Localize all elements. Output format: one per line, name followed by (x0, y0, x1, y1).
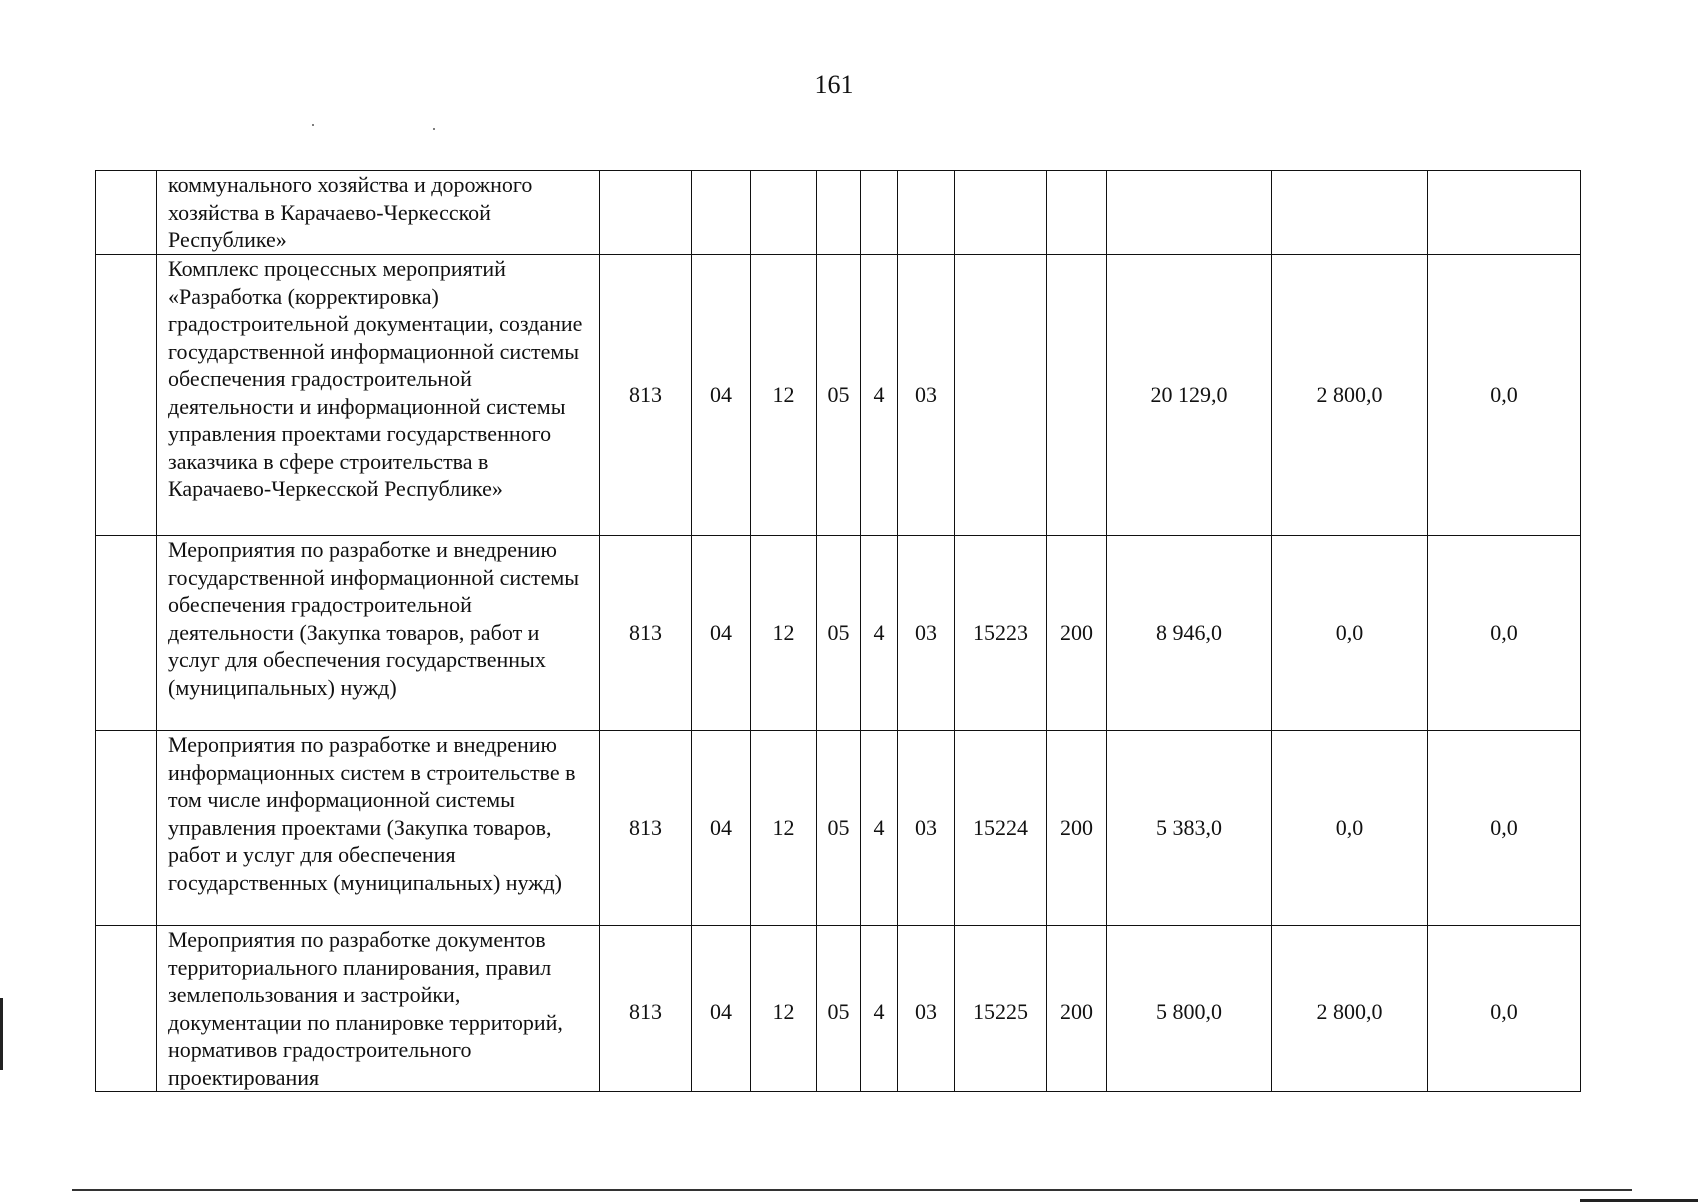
program-code-cell: 05 (817, 536, 861, 731)
scan-edge-mark (0, 998, 3, 1070)
row-description: Мероприятия по разработке и внедрению государственной информационной системы обеспечения градостроительной деятельности (Закупка товаров, работ и услуг для обеспечения государственных (муниципальных) нужд) (157, 536, 600, 731)
subsection-code-cell: 12 (751, 255, 817, 536)
gu-code-cell: 813 (600, 731, 692, 926)
table-row (96, 731, 1581, 926)
amount-year-2-cell: 2 800,0 (1272, 255, 1428, 536)
amount-year-1-cell: 5 800,0 (1107, 926, 1272, 1092)
section-code-cell: 04 (692, 926, 751, 1092)
event-code-cell: 03 (898, 926, 955, 1092)
program-code-cell (817, 171, 861, 255)
program-code-cell: 05 (817, 731, 861, 926)
subsection-code-cell (751, 171, 817, 255)
page-number: 161 (814, 70, 854, 99)
expense-type-code-cell: 200 (1047, 536, 1107, 731)
amount-year-1-cell: 5 383,0 (1107, 731, 1272, 926)
program-code-cell: 05 (817, 255, 861, 536)
scan-speck (433, 128, 435, 130)
amount-year-1-cell (1107, 171, 1272, 255)
row-number-cell (96, 731, 157, 926)
section-code-cell (692, 171, 751, 255)
table-row (96, 255, 1581, 536)
amount-year-2-cell: 0,0 (1272, 536, 1428, 731)
expense-type-code-cell: 200 (1047, 926, 1107, 1092)
table-row (96, 926, 1581, 1092)
direction-code-cell: 15224 (955, 731, 1047, 926)
amount-year-3-cell: 0,0 (1428, 926, 1581, 1092)
subsection-code-cell: 12 (751, 926, 817, 1092)
gu-code-cell: 813 (600, 255, 692, 536)
section-code-cell: 04 (692, 536, 751, 731)
direction-code-cell (955, 171, 1047, 255)
event-code-cell: 03 (898, 536, 955, 731)
bottom-rule (72, 1189, 1632, 1191)
row-number-cell (96, 926, 157, 1092)
amount-year-1-cell: 8 946,0 (1107, 536, 1272, 731)
amount-year-3-cell: 0,0 (1428, 536, 1581, 731)
budget-table (95, 170, 1581, 1092)
event-code-cell (898, 171, 955, 255)
row-description: Комплекс процессных мероприятий «Разработка (корректировка) градостроительной документации, создание государственной информационной системы обеспечения градостроительной деятельности и информационной системы управления проектами государственного заказчика в сфере строительства в Карачаево-Черкесской Республике» (157, 255, 600, 536)
amount-year-3-cell: 0,0 (1428, 731, 1581, 926)
program-code-cell: 05 (817, 926, 861, 1092)
amount-year-3-cell: 0,0 (1428, 255, 1581, 536)
expense-type-code-cell (1047, 255, 1107, 536)
direction-code-cell: 15223 (955, 536, 1047, 731)
gu-code-cell: 813 (600, 926, 692, 1092)
subprogram-code-cell (861, 171, 898, 255)
subprogram-code-cell: 4 (861, 255, 898, 536)
section-code-cell: 04 (692, 731, 751, 926)
expense-type-code-cell (1047, 171, 1107, 255)
scan-speck (312, 124, 314, 126)
subprogram-code-cell: 4 (861, 536, 898, 731)
amount-year-2-cell: 0,0 (1272, 731, 1428, 926)
table-row (96, 171, 1581, 255)
subsection-code-cell: 12 (751, 731, 817, 926)
expense-type-code-cell: 200 (1047, 731, 1107, 926)
row-number-cell (96, 171, 157, 255)
subsection-code-cell: 12 (751, 536, 817, 731)
row-description: Мероприятия по разработке и внедрению информационных систем в строительстве в том числе информационной системы управления проектами (Закупка товаров, работ и услуг для обеспечения государственных (муниципальных) нужд) (157, 731, 600, 926)
row-description: Мероприятия по разработке документов территориального планирования, правил землепользования и застройки, документации по планировке территорий, нормативов градостроительного проектирования (157, 926, 600, 1092)
row-description: коммунального хозяйства и дорожного хозяйства в Карачаево-Черкесской Республике» (157, 171, 600, 255)
section-code-cell: 04 (692, 255, 751, 536)
event-code-cell: 03 (898, 731, 955, 926)
table-row (96, 536, 1581, 731)
amount-year-1-cell: 20 129,0 (1107, 255, 1272, 536)
direction-code-cell: 15225 (955, 926, 1047, 1092)
direction-code-cell (955, 255, 1047, 536)
row-number-cell (96, 536, 157, 731)
gu-code-cell: 813 (600, 536, 692, 731)
subprogram-code-cell: 4 (861, 926, 898, 1092)
amount-year-2-cell: 2 800,0 (1272, 926, 1428, 1092)
row-number-cell (96, 255, 157, 536)
amount-year-3-cell (1428, 171, 1581, 255)
table-body (96, 171, 1581, 1092)
subprogram-code-cell: 4 (861, 731, 898, 926)
amount-year-2-cell (1272, 171, 1428, 255)
gu-code-cell (600, 171, 692, 255)
event-code-cell: 03 (898, 255, 955, 536)
